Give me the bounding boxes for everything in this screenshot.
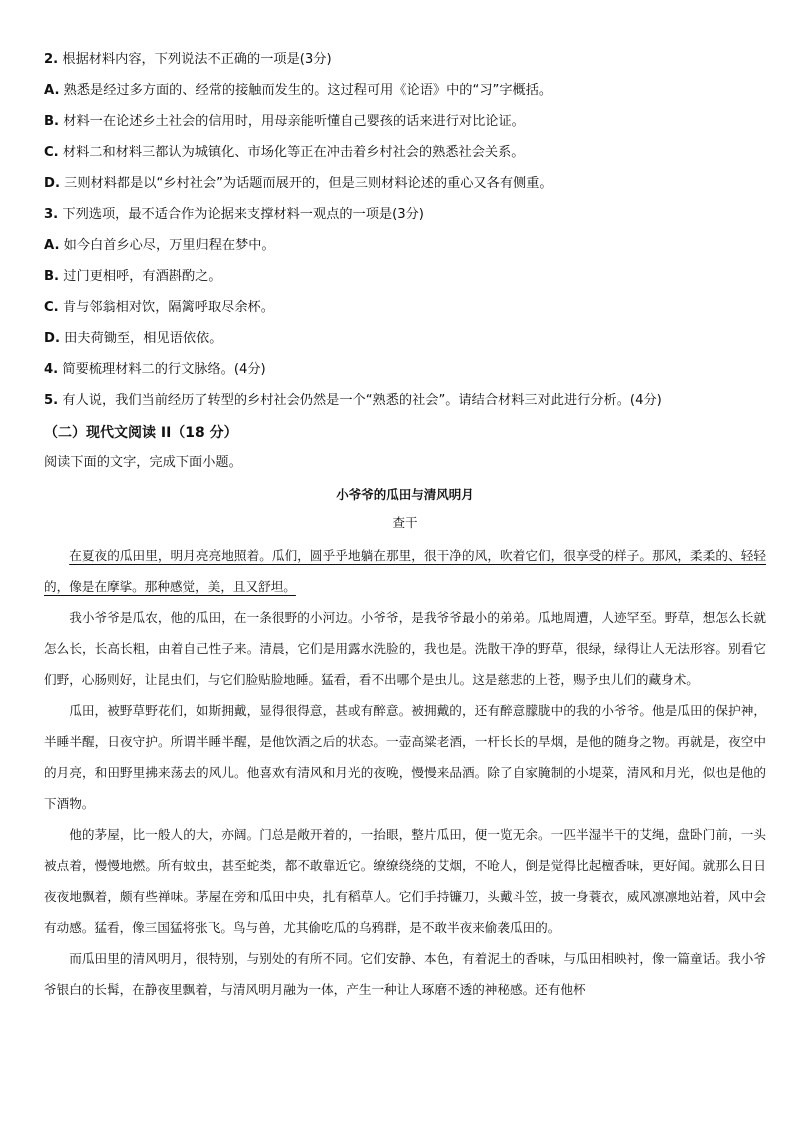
question-text: 有人说，我们当前经历了转型的乡村社会仍然是一个“熟悉的社会”。请结合材料三对此进行分析。(4分) [62, 393, 662, 408]
article-paragraph: 瓜田，被野草野花们，如斯拥戴，显得很得意，甚或有醉意。被拥戴的，还有醉意朦胧中的我的小爷爷。他是瓜田的保护神，半睡半醒，日夜守护。所谓半睡半醒，是他饮酒之后的状态。一壶高粱老酒，一杆长长的旱烟，是他的随身之物。再就是，夜空中的月亮，和田野里拂来荡去的风儿。他喜欢有清风和月光的夜晚，慢慢来品酒。除了自家腌制的小堤菜，清风和月光，似也是他的下酒物。 [44, 703, 766, 811]
underlined-text: 在夏夜的瓜田里，明月亮亮地照着。瓜们，圆乎乎地躺在那里，很干净的风，吹着它们，很享受的样子。那风，柔柔的、轻轻的，像是在摩挲。那种感觉，美，且又舒坦。 [44, 548, 766, 594]
reading-instruction: 阅读下面的文字，完成下面小题。 [44, 455, 242, 470]
option-3c [44, 292, 766, 323]
question-number: 5. [44, 393, 59, 408]
article-paragraph: 而瓜田里的清风明月，很特别，与别处的有所不同。它们安静、本色，有着泥土的香味，与瓜田相映衬，像一篇童话。我小爷爷银白的长髯，在静夜里飘着，与清风明月融为一体，产生一种让人琢磨不透的神秘感。还有他杯 [44, 951, 766, 997]
option-letter: A. [44, 83, 60, 98]
option-letter: C. [44, 300, 59, 315]
option-text: 过门更相呼，有酒斟酌之。 [63, 269, 222, 284]
option-2d [44, 168, 766, 199]
option-letter: D. [44, 176, 60, 191]
option-letter: B. [44, 114, 60, 129]
option-2a [44, 75, 766, 106]
option-text: 如今白首乡心尽，万里归程在梦中。 [63, 238, 275, 253]
question-text: 简要梳理材料二的行文脉络。(4分) [62, 362, 266, 377]
option-text: 材料二和材料三都认为城镇化、市场化等正在冲击着乡村社会的熟悉社会关系。 [62, 145, 525, 160]
article-paragraph-underlined [44, 540, 766, 602]
option-text: 田夫荷锄至，相见语依依。 [64, 331, 223, 346]
question-4 [44, 354, 766, 385]
question-number: 2. [44, 52, 59, 67]
option-text: 肯与邻翁相对饮，隔篱呼取尽余杯。 [62, 300, 274, 315]
option-letter: B. [44, 269, 60, 284]
question-3 [44, 199, 766, 230]
option-text: 熟悉是经过多方面的、经常的接触而发生的。这过程可用《论语》中的“习”字概括。 [63, 83, 553, 98]
article-title: 小爷爷的瓜田与清风明月 [336, 487, 474, 502]
option-text: 三则材料都是以“乡村社会”为话题而展开的，但是三则材料论述的重心又各有侧重。 [64, 176, 553, 191]
question-text: 下列选项，最不适合作为论据来支撑材料一观点的一项是(3分) [62, 207, 424, 222]
section-heading: （二）现代文阅读 II（18 分） [44, 425, 238, 441]
option-2c [44, 137, 766, 168]
question-text: 根据材料内容，下列说法不正确的一项是(3分) [62, 52, 332, 67]
article-author: 查干 [392, 515, 418, 530]
question-5 [44, 385, 766, 416]
article-paragraph: 我小爷爷是瓜农，他的瓜田，在一条很野的小河边。小爷爷，是我爷爷最小的弟弟。瓜地周遭，人迹罕至。野草，想怎么长就怎么长，长高长粗，由着自己性子来。清晨，它们是用露水洗脸的，我也是。洗散干净的野草，很绿，绿得让人无法形容。别看它们野，心肠则好，让昆虫们，与它们脸贴脸地睡。猛看，看不出哪个是虫儿。这是慈悲的上苍，赐予虫儿们的藏身术。 [44, 610, 766, 687]
question-number: 4. [44, 362, 59, 377]
option-text: 材料一在论述乡土社会的信用时，用母亲能听懂自己婴孩的话来进行对比论证。 [63, 114, 525, 129]
option-letter: C. [44, 145, 59, 160]
option-3d [44, 323, 766, 354]
option-3a [44, 230, 766, 261]
question-2 [44, 44, 766, 75]
article-paragraph: 他的茅屋，比一般人的大，亦阔。门总是敞开着的，一抬眼，整片瓜田，便一览无余。一匹半湿半干的艾绳，盘卧门前，一头被点着，慢慢地燃。所有蚊虫，甚至蛇类，都不敢靠近它。缭缭绕绕的艾烟，不呛人，倒是觉得比起檀香味，更好闻。就那么日日夜夜地飘着，颇有些禅味。茅屋在旁和瓜田中央，扎有稻草人。它们手持镰刀，头戴斗笠，披一身蓑衣，威风凛凛地站着，风中会有动感。猛看，像三国猛将张飞。鸟与兽，尤其偷吃瓜的乌鸦群，是不敢半夜来偷袭瓜田的。 [44, 827, 766, 935]
page [44, 44, 766, 1005]
option-3b [44, 261, 766, 292]
option-2b [44, 106, 766, 137]
question-list [44, 44, 766, 416]
option-letter: D. [44, 331, 60, 346]
option-letter: A. [44, 238, 60, 253]
question-number: 3. [44, 207, 59, 222]
